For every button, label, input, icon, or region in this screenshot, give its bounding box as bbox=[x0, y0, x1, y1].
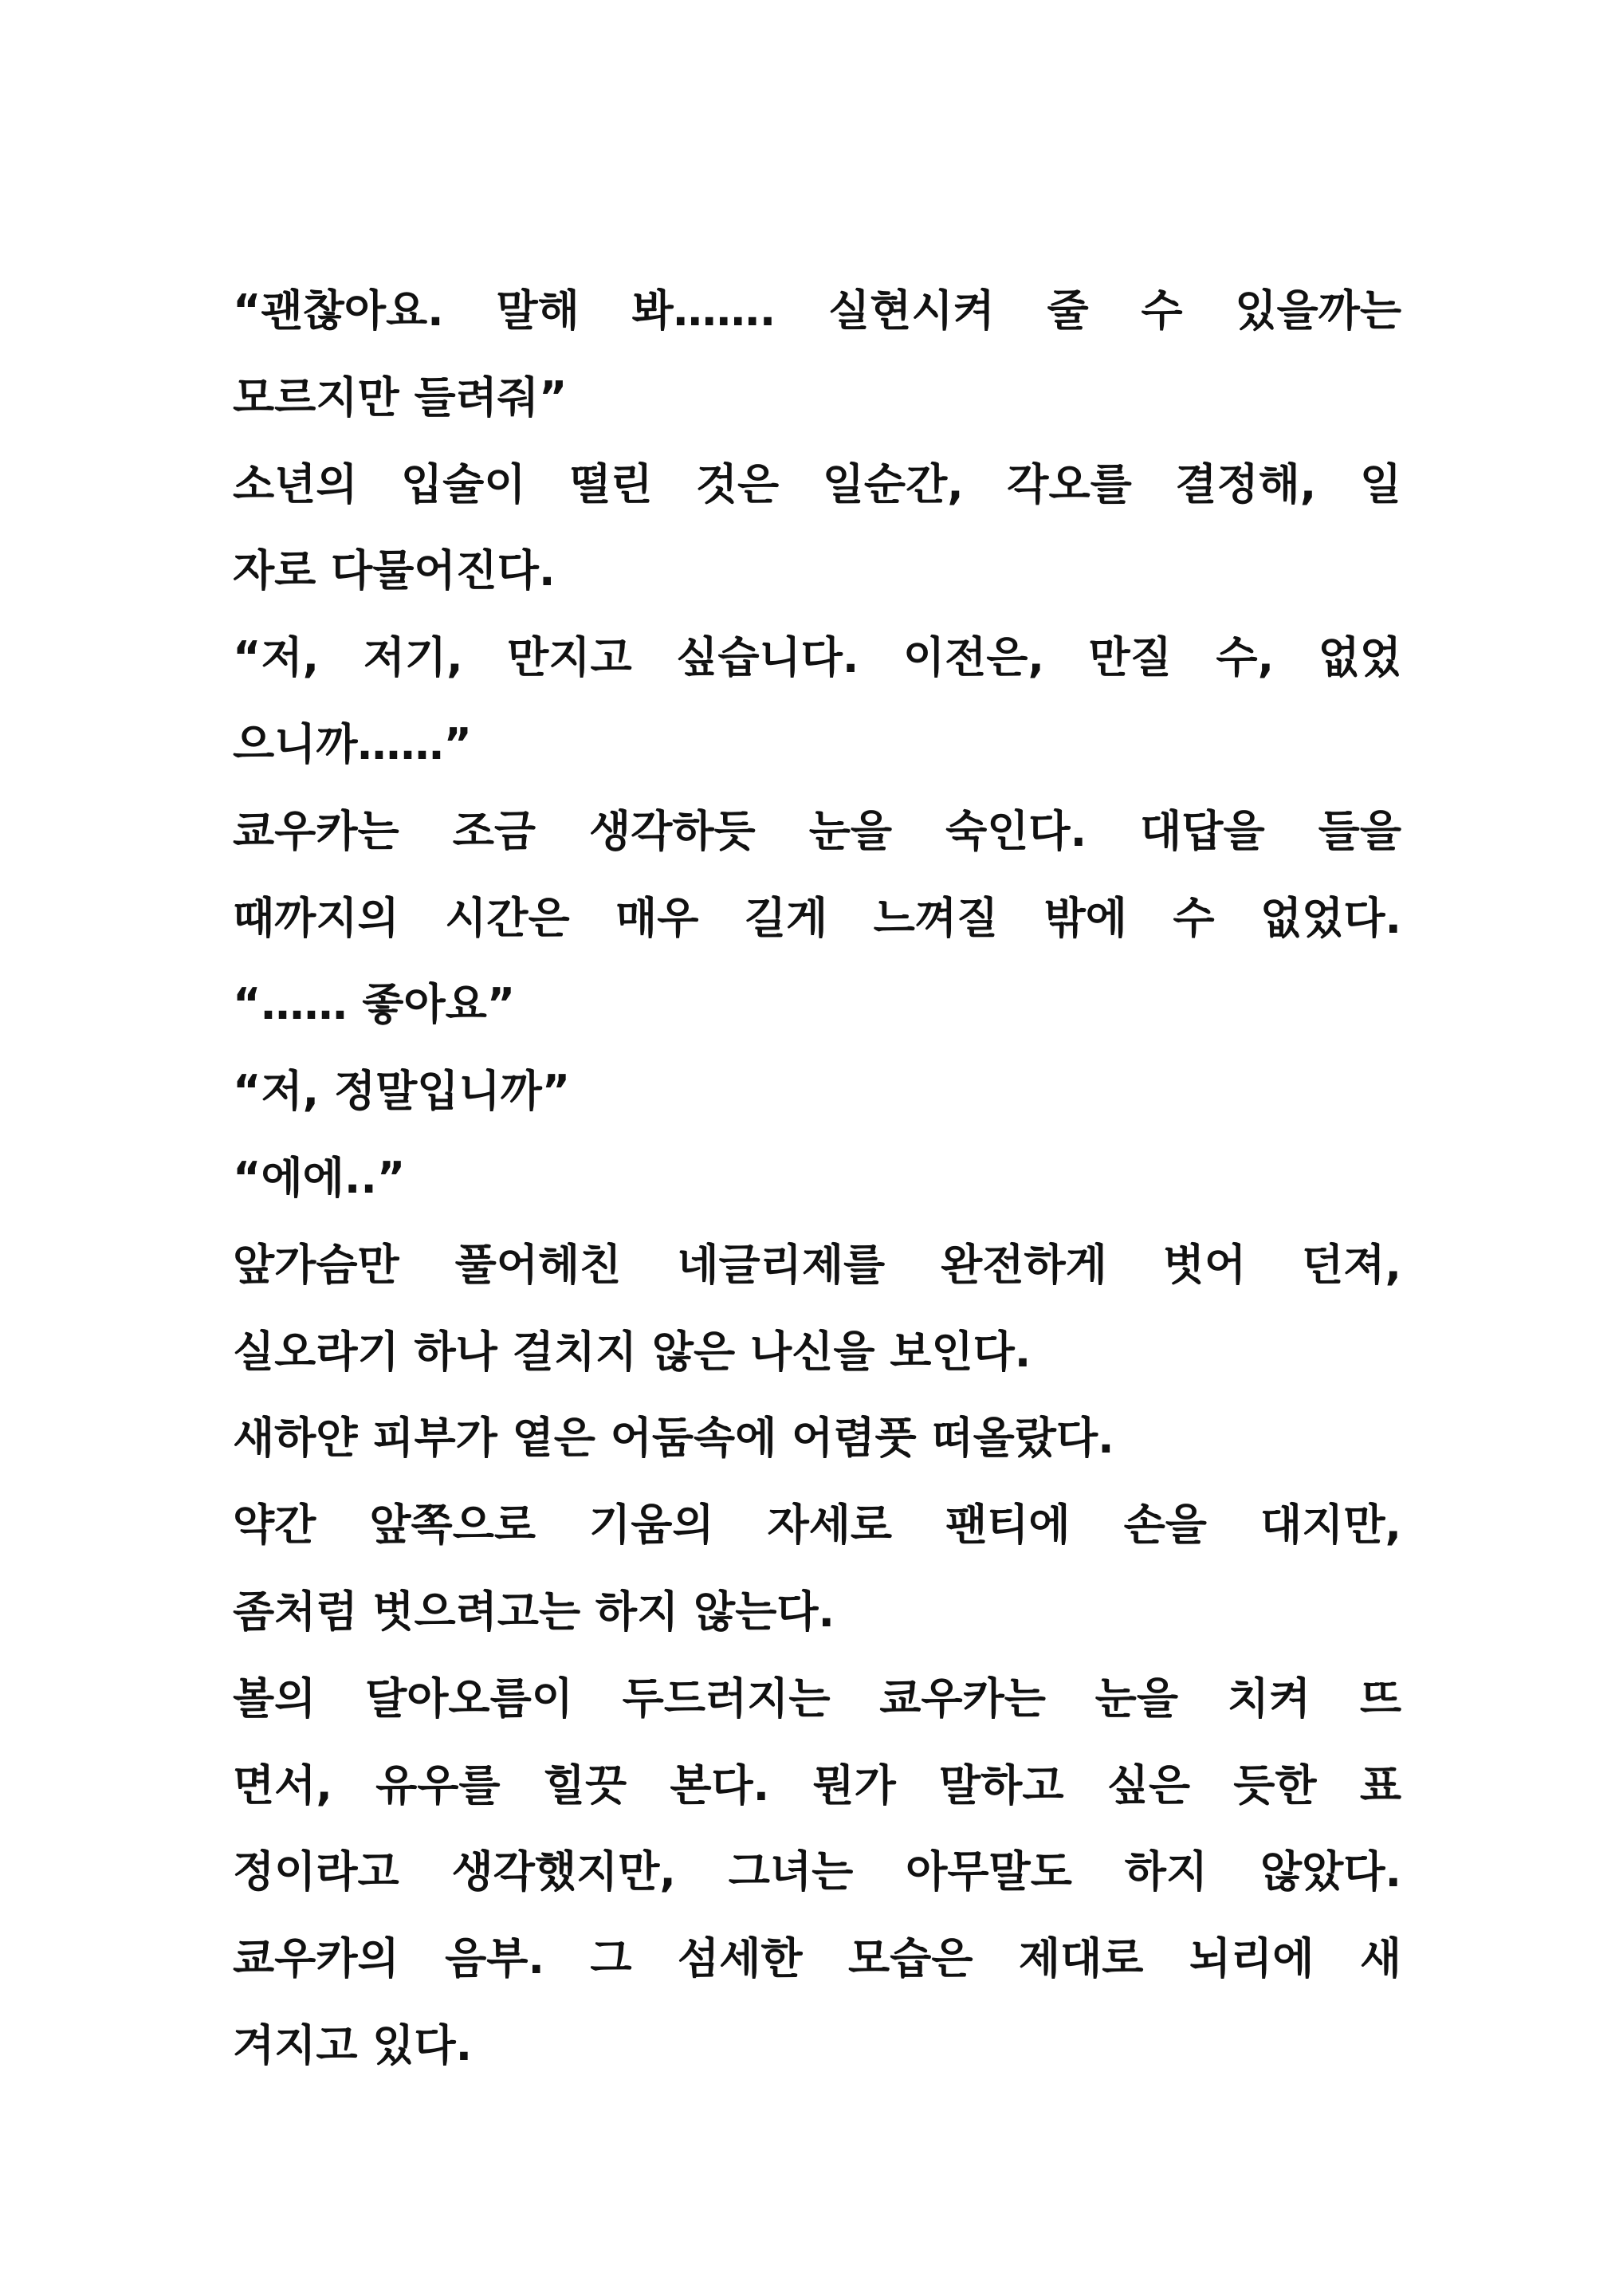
text-line: 좀처럼 벗으려고는 하지 않는다. bbox=[233, 1586, 835, 1637]
text-line: 쿄우카의 음부. 그 섬세한 모습은 제대로 뇌리에 새 bbox=[233, 1933, 1401, 1984]
text-line: 면서, 유우를 힐끗 본다. 뭔가 말하고 싶은 듯한 표 bbox=[233, 1759, 1401, 1810]
text-line: 볼의 달아오름이 두드러지는 쿄우카는 눈을 치켜 뜨 bbox=[233, 1673, 1401, 1724]
text-line: 소년의 입술이 떨린 것은 일순간, 각오를 결정해, 일 bbox=[233, 458, 1401, 509]
text-line: 앞가슴만 풀어헤친 네글리제를 완전하게 벗어 던져, bbox=[233, 1239, 1401, 1290]
text-line: “저, 저기, 만지고 싶습니다. 이전은, 만질 수, 없었 bbox=[233, 632, 1401, 683]
text-line: 약간 앞쪽으로 기움의 자세로 팬티에 손을 대지만, bbox=[233, 1500, 1401, 1551]
text-line: 자로 다물어진다. bbox=[233, 545, 556, 596]
text-line: “에에..” bbox=[233, 1152, 406, 1203]
text-line: 으니까……” bbox=[233, 718, 472, 769]
text-line: “괜찮아요. 말해 봐……. 실현시켜 줄 수 있을까는 bbox=[233, 285, 1401, 336]
text-line: 때까지의 시간은 매우 길게 느껴질 밖에 수 없었다. bbox=[233, 892, 1401, 943]
text-line: “저, 정말입니까” bbox=[233, 1066, 571, 1117]
text-line: 모르지만 들려줘” bbox=[233, 372, 568, 423]
text-line: 쿄우카는 조금 생각하듯 눈을 숙인다. 대답을 들을 bbox=[233, 805, 1401, 856]
text-line: 새하얀 피부가 옅은 어둠속에 어렴풋 떠올랐다. bbox=[233, 1413, 1114, 1464]
text-line: “…… 좋아요” bbox=[233, 979, 516, 1030]
text-line: 겨지고 있다. bbox=[233, 2019, 473, 2070]
text-line: 정이라고 생각했지만, 그녀는 아무말도 하지 않았다. bbox=[233, 1846, 1401, 1897]
text-line: 실오라기 하나 걸치지 않은 나신을 보인다. bbox=[233, 1326, 1032, 1377]
document-body bbox=[233, 268, 1401, 2090]
